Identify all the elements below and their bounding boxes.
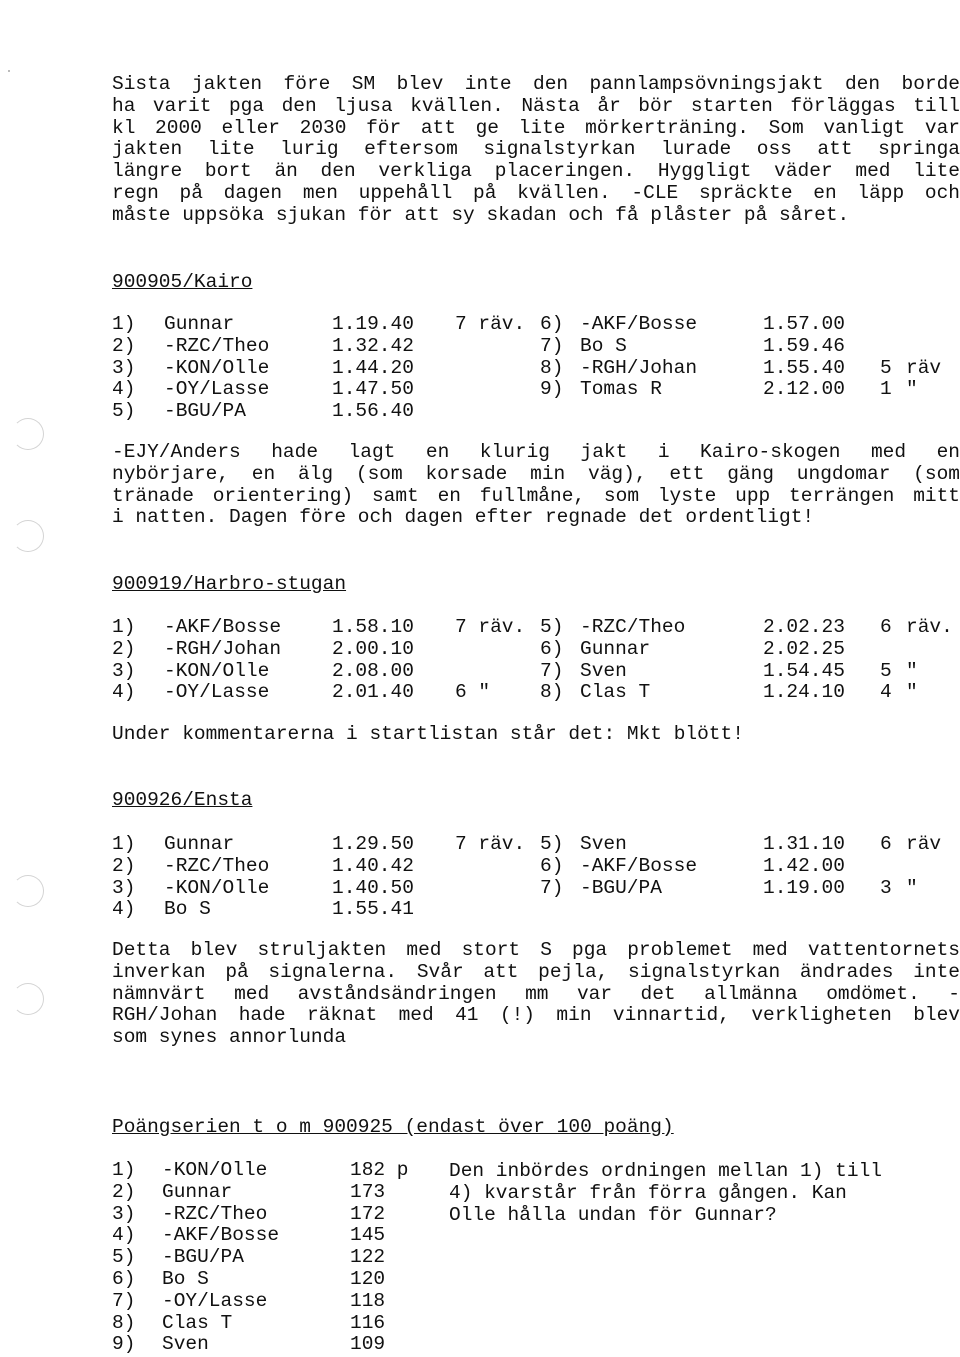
result-place: 3) bbox=[112, 659, 136, 682]
intro-line: ha varit pga den ljusa kvällen. Nästa år bör starten förläggas till bbox=[112, 94, 960, 117]
result-place: 2) bbox=[112, 334, 136, 357]
hunt-comment bbox=[112, 940, 960, 1049]
result-time: 2.02.23 bbox=[763, 616, 845, 638]
result-row bbox=[112, 378, 960, 400]
series-place: 6) bbox=[112, 1268, 136, 1290]
result-fox-unit: räv bbox=[906, 356, 942, 379]
result-name: -RGH/Johan bbox=[580, 356, 698, 379]
comment-line: tränade orientering) samt en fullmåne, som lyste upp terrängen mitt bbox=[112, 484, 960, 507]
result-name: -KON/Olle bbox=[164, 356, 270, 379]
series-points: 173 bbox=[350, 1180, 386, 1203]
intro-line: kl 2000 eller 2030 för att ge lite mörkerträning. Som vanligt var bbox=[112, 116, 960, 139]
punch-hole-3 bbox=[12, 875, 44, 907]
result-time: 1.31.10 bbox=[763, 833, 845, 855]
comment-line: som synes annorlunda bbox=[112, 1026, 347, 1049]
hunt-heading: 900926/Ensta bbox=[112, 789, 253, 811]
result-fox-count: 6 bbox=[880, 833, 892, 855]
result-fox-count: 5 bbox=[880, 356, 892, 379]
result-name: -AKF/Bosse bbox=[580, 854, 698, 877]
punch-hole-2 bbox=[12, 520, 44, 552]
hunt-heading: 900905/Kairo bbox=[112, 271, 253, 293]
series-row bbox=[112, 1159, 442, 1181]
result-name: -RZC/Theo bbox=[580, 616, 686, 638]
result-fox-unit: " bbox=[906, 876, 918, 899]
result-fox-unit: " bbox=[906, 378, 918, 401]
result-time: 1.58.10 bbox=[332, 616, 414, 638]
series-row bbox=[112, 1224, 442, 1246]
series-place: 1) bbox=[112, 1159, 136, 1181]
result-fox-count: 6 bbox=[880, 616, 892, 638]
result-fox-count: 5 bbox=[880, 659, 892, 682]
result-time: 1.57.00 bbox=[763, 313, 845, 335]
result-place: 1) bbox=[112, 833, 136, 855]
series-points: 145 bbox=[350, 1224, 386, 1247]
result-row bbox=[112, 616, 960, 638]
series-note bbox=[449, 1160, 882, 1226]
result-time: 1.24.10 bbox=[763, 681, 845, 704]
result-place: 5) bbox=[112, 400, 136, 423]
punch-hole-4 bbox=[12, 983, 44, 1015]
result-place: 8) bbox=[540, 356, 564, 379]
result-place: 8) bbox=[540, 681, 564, 704]
result-time: 2.08.00 bbox=[332, 659, 414, 682]
series-place: 7) bbox=[112, 1289, 136, 1312]
result-fox-count: 1 bbox=[880, 378, 892, 401]
result-row bbox=[112, 400, 960, 422]
result-place: 5) bbox=[540, 616, 564, 638]
result-time: 1.54.45 bbox=[763, 659, 845, 682]
result-row bbox=[112, 335, 960, 357]
note-line: Olle hålla undan för Gunnar? bbox=[449, 1204, 777, 1226]
note-line: 4) kvarstår från förra gången. Kan bbox=[449, 1182, 847, 1204]
result-place: 4) bbox=[112, 681, 136, 704]
result-name: -OY/Lasse bbox=[164, 681, 270, 704]
result-name: Gunnar bbox=[164, 833, 235, 855]
comment-line: RGH/Johan hade räknat med 41 (!) min vinnartid, verkligheten blev bbox=[112, 1004, 960, 1027]
series-name: -RZC/Theo bbox=[162, 1202, 268, 1225]
result-place: 5) bbox=[540, 833, 564, 855]
scan-speck bbox=[8, 70, 10, 72]
result-name: -BGU/PA bbox=[580, 876, 662, 899]
result-name: -RZC/Theo bbox=[164, 854, 270, 877]
result-place: 7) bbox=[540, 334, 564, 357]
result-time: 1.47.50 bbox=[332, 378, 414, 401]
result-foxes: 7 räv. bbox=[455, 833, 526, 855]
result-time: 2.00.10 bbox=[332, 637, 414, 660]
result-time: 1.19.00 bbox=[763, 876, 845, 899]
series-row bbox=[112, 1268, 442, 1290]
result-name: Tomas R bbox=[580, 378, 662, 401]
series-name: -BGU/PA bbox=[162, 1246, 244, 1269]
result-name: Bo S bbox=[580, 334, 627, 357]
intro-line: jakten lite lurig eftersom signalstyrkan lurade oss att springa bbox=[112, 138, 960, 161]
series-points: 182 p bbox=[350, 1159, 409, 1181]
result-name: -KON/Olle bbox=[164, 876, 270, 899]
comment-line: i natten. Dagen före och dagen efter regnade det ordentligt! bbox=[112, 506, 815, 529]
result-time: 1.59.46 bbox=[763, 334, 845, 357]
intro-line: måste uppsöka sjukan för att sy skadan och få plåster på såret. bbox=[112, 203, 850, 226]
series-place: 8) bbox=[112, 1311, 136, 1334]
result-row bbox=[112, 638, 960, 660]
result-foxes: 7 räv. bbox=[455, 313, 526, 335]
result-place: 3) bbox=[112, 876, 136, 899]
result-place: 9) bbox=[540, 378, 564, 401]
result-name: -AKF/Bosse bbox=[164, 616, 282, 638]
result-time: 1.55.40 bbox=[763, 356, 845, 379]
series-points: 122 bbox=[350, 1246, 386, 1269]
series-row bbox=[112, 1246, 442, 1268]
series-points: 120 bbox=[350, 1268, 386, 1290]
result-fox-unit: " bbox=[906, 659, 918, 682]
result-row bbox=[112, 357, 960, 379]
series-row bbox=[112, 1312, 442, 1334]
result-name: Sven bbox=[580, 659, 627, 682]
intro-line: Sista jakten före SM blev inte den pannlampsövningsjakt den borde bbox=[112, 73, 960, 95]
comment-line: Detta blev struljakten med stort S pga problemet med vattentornets bbox=[112, 939, 960, 961]
result-fox-count: 4 bbox=[880, 681, 892, 704]
result-place: 2) bbox=[112, 637, 136, 660]
result-row bbox=[112, 855, 960, 877]
result-foxes: 7 räv. bbox=[455, 616, 526, 638]
result-name: -RZC/Theo bbox=[164, 334, 270, 357]
result-place: 4) bbox=[112, 378, 136, 401]
result-row bbox=[112, 898, 960, 920]
series-points: 172 bbox=[350, 1202, 386, 1225]
series-place: 3) bbox=[112, 1202, 136, 1225]
comment-line: inverkan på signalerna. Svår att pejla, signalstyrkan ändrades inte bbox=[112, 960, 960, 983]
comment-line: -EJY/Anders hade lagt en klurig jakt i Kairo-skogen med en bbox=[112, 441, 960, 463]
result-row bbox=[112, 833, 960, 855]
result-name: -BGU/PA bbox=[164, 400, 246, 423]
result-time: 1.32.42 bbox=[332, 334, 414, 357]
result-time: 2.01.40 bbox=[332, 681, 414, 704]
series-name: Gunnar bbox=[162, 1180, 233, 1203]
intro-line: längre bort än den verkliga placeringen. Hyggligt väder med lite bbox=[112, 160, 960, 183]
series-points: 118 bbox=[350, 1289, 386, 1312]
result-name: Bo S bbox=[164, 898, 211, 921]
note-line: Den inbördes ordningen mellan 1) till bbox=[449, 1160, 882, 1182]
result-fox-unit: " bbox=[906, 681, 918, 704]
comment-line: nämnvärt med avståndsändringen mm var det allmänna omdömet. - bbox=[112, 982, 960, 1005]
result-row bbox=[112, 660, 960, 682]
result-time: 1.40.42 bbox=[332, 854, 414, 877]
series-name: -OY/Lasse bbox=[162, 1289, 268, 1312]
series-place: 4) bbox=[112, 1224, 136, 1247]
result-fox-unit: räv. bbox=[906, 616, 953, 638]
result-name: Gunnar bbox=[580, 637, 651, 660]
series-points: 109 bbox=[350, 1333, 386, 1356]
series-heading: Poängserien t o m 900925 (endast över 100 poäng) bbox=[112, 1116, 674, 1138]
intro-line: regn på dagen men uppehåll på kvällen. -CLE spräckte en läpp och bbox=[112, 181, 960, 204]
result-place: 7) bbox=[540, 659, 564, 682]
series-place: 2) bbox=[112, 1180, 136, 1203]
comment-line: Under kommentarerna i startlistan står det: Mkt blött! bbox=[112, 723, 744, 745]
hunt-comment bbox=[112, 724, 960, 746]
result-place: 6) bbox=[540, 313, 564, 335]
result-fox-count: 3 bbox=[880, 876, 892, 899]
result-name: Gunnar bbox=[164, 313, 235, 335]
series-row bbox=[112, 1203, 442, 1225]
result-row bbox=[112, 681, 960, 703]
result-place: 6) bbox=[540, 637, 564, 660]
result-fox-unit: räv bbox=[906, 833, 942, 855]
series-name: Clas T bbox=[162, 1311, 233, 1334]
result-row bbox=[112, 877, 960, 899]
intro-paragraph bbox=[112, 74, 960, 227]
result-time: 2.12.00 bbox=[763, 378, 845, 401]
result-place: 7) bbox=[540, 876, 564, 899]
result-name: -KON/Olle bbox=[164, 659, 270, 682]
hunt-heading: 900919/Harbro-stugan bbox=[112, 573, 347, 595]
result-place: 6) bbox=[540, 854, 564, 877]
series-points: 116 bbox=[350, 1311, 386, 1334]
result-time: 1.56.40 bbox=[332, 400, 414, 423]
result-name: Sven bbox=[580, 833, 627, 855]
result-name: -RGH/Johan bbox=[164, 637, 282, 660]
result-time: 1.42.00 bbox=[763, 854, 845, 877]
result-time: 1.19.40 bbox=[332, 313, 414, 335]
result-place: 1) bbox=[112, 313, 136, 335]
series-name: Bo S bbox=[162, 1268, 209, 1290]
series-name: -AKF/Bosse bbox=[162, 1224, 280, 1247]
result-time: 1.29.50 bbox=[332, 833, 414, 855]
punch-hole-1 bbox=[12, 418, 44, 450]
hunt-comment bbox=[112, 442, 960, 529]
result-place: 1) bbox=[112, 616, 136, 638]
result-name: -OY/Lasse bbox=[164, 378, 270, 401]
comment-line: nybörjare, en älg (som korsade min väg), ett gäng ungdomar (som bbox=[112, 462, 960, 485]
result-place: 4) bbox=[112, 898, 136, 921]
series-place: 5) bbox=[112, 1246, 136, 1269]
result-name: -AKF/Bosse bbox=[580, 313, 698, 335]
series-row bbox=[112, 1290, 442, 1312]
result-place: 2) bbox=[112, 854, 136, 877]
result-row bbox=[112, 313, 960, 335]
series-row bbox=[112, 1181, 442, 1203]
result-time: 2.02.25 bbox=[763, 637, 845, 660]
result-time: 1.40.50 bbox=[332, 876, 414, 899]
series-place: 9) bbox=[112, 1333, 136, 1356]
series-row bbox=[112, 1333, 442, 1355]
series-name: -KON/Olle bbox=[162, 1159, 268, 1181]
result-foxes: 6 " bbox=[455, 681, 491, 704]
result-name: Clas T bbox=[580, 681, 651, 704]
result-time: 1.55.41 bbox=[332, 898, 414, 921]
result-place: 3) bbox=[112, 356, 136, 379]
result-time: 1.44.20 bbox=[332, 356, 414, 379]
series-name: Sven bbox=[162, 1333, 209, 1356]
